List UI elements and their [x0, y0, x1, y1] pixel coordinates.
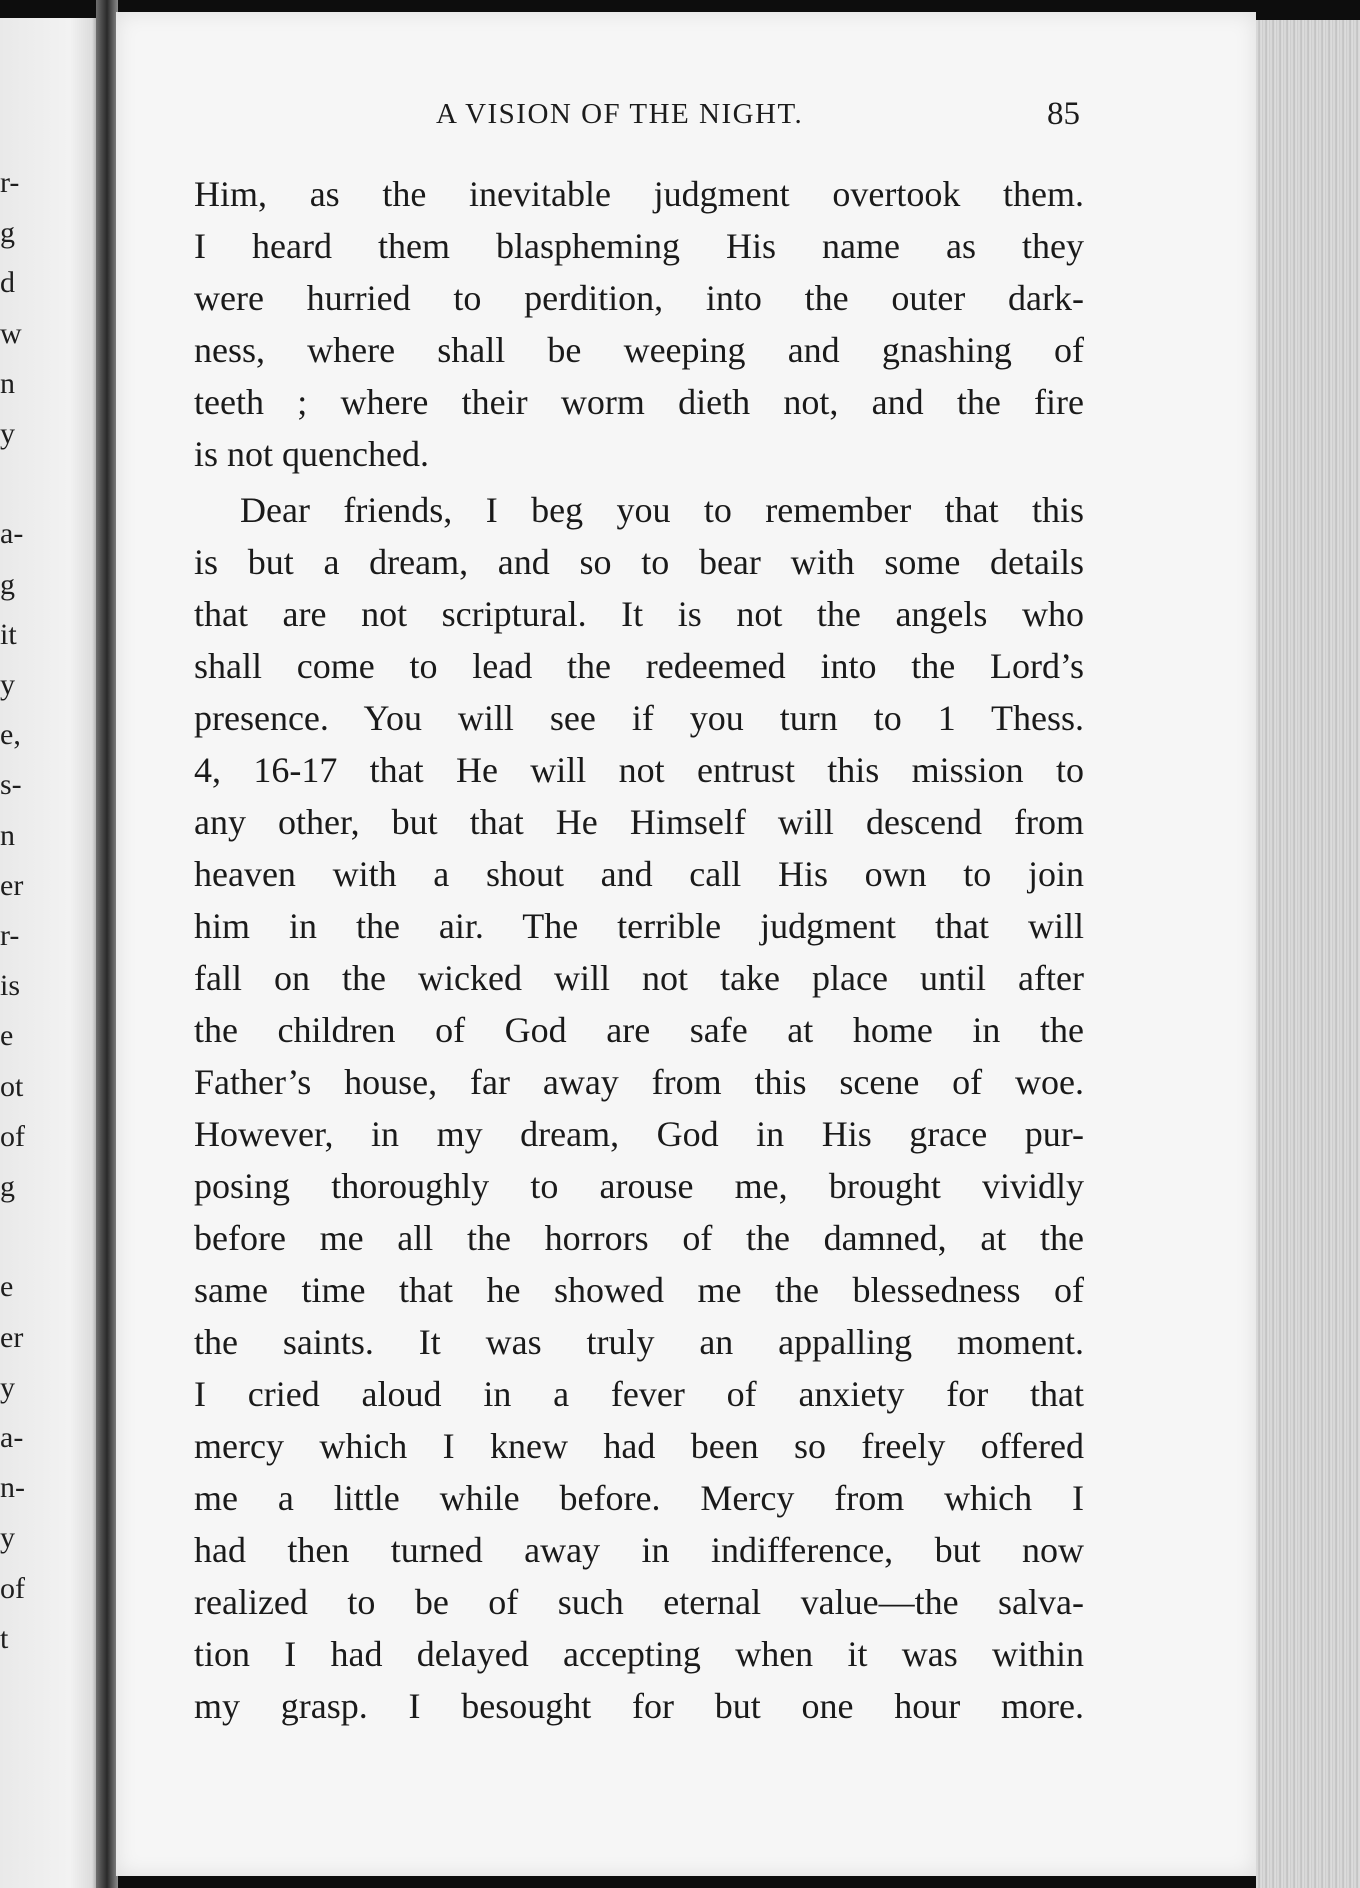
text-line: before me all the horrors of the damned, at the — [194, 1218, 1084, 1258]
left-page-fragment: it — [0, 618, 17, 651]
text-line: mercy which I knew had been so freely offered — [194, 1426, 1084, 1466]
left-page-fragment: y — [0, 1521, 15, 1554]
text-line: Father’s house, far away from this scene of woe. — [194, 1062, 1084, 1102]
left-page-fragment: g — [0, 1170, 15, 1203]
left-page-fragment: a- — [0, 517, 24, 550]
text-line: Dear friends, I beg you to remember that this — [240, 490, 1084, 530]
left-page-fragment: e — [0, 1019, 14, 1052]
text-line: that are not scriptural. It is not the angels who — [194, 594, 1084, 634]
left-page-fragment: ot — [0, 1070, 24, 1103]
text-line: I heard them blaspheming His name as they — [194, 226, 1084, 266]
text-line: ness, where shall be weeping and gnashing of — [194, 330, 1084, 370]
left-page-fragment: y — [0, 417, 15, 450]
text-line: fall on the wicked will not take place until after — [194, 958, 1084, 998]
page-header — [300, 96, 1080, 136]
text-line: had then turned away in indifference, but now — [194, 1530, 1084, 1570]
paragraph-2 — [194, 484, 1084, 1732]
left-page-fragment: g — [0, 216, 15, 249]
left-page-fragment: e, — [0, 718, 21, 751]
left-page-fragment: r- — [0, 166, 20, 199]
text-line: were hurried to perdition, into the outer dark- — [194, 278, 1084, 318]
page-number: 85 — [1047, 96, 1080, 132]
left-page-fragment: of — [0, 1572, 25, 1605]
text-line: same time that he showed me the blessedness of — [194, 1270, 1084, 1310]
left-page-fragment: y — [0, 668, 15, 701]
text-line: posing thoroughly to arouse me, brought vividly — [194, 1166, 1084, 1206]
left-page-fragment: g — [0, 568, 15, 601]
left-facing-page — [0, 18, 100, 1888]
left-page-fragment: d — [0, 266, 15, 299]
text-line: him in the air. The terrible judgment that will — [194, 906, 1084, 946]
text-line: is but a dream, and so to bear with some details — [194, 542, 1084, 582]
left-page-fragment: a- — [0, 1421, 24, 1454]
text-line: However, in my dream, God in His grace pur- — [194, 1114, 1084, 1154]
text-line: heaven with a shout and call His own to join — [194, 854, 1084, 894]
text-line: any other, but that He Himself will descend from — [194, 802, 1084, 842]
text-line: the saints. It was truly an appalling moment. — [194, 1322, 1084, 1362]
text-line: shall come to lead the redeemed into the Lord’s — [194, 646, 1084, 686]
left-page-fragment: y — [0, 1371, 15, 1404]
text-line: the children of God are safe at home in the — [194, 1010, 1084, 1050]
left-page-fragment: r- — [0, 919, 20, 952]
text-line: tion I had delayed accepting when it was within — [194, 1634, 1084, 1674]
left-page-fragment: n — [0, 819, 15, 852]
text-line: I cried aloud in a fever of anxiety for that — [194, 1374, 1084, 1414]
left-page-fragment: n- — [0, 1471, 25, 1504]
text-line: my grasp. I besought for but one hour more. — [194, 1686, 1084, 1726]
text-line: 4, 16-17 that He will not entrust this mission to — [194, 750, 1084, 790]
left-page-fragment: w — [0, 317, 22, 350]
running-title: A VISION OF THE NIGHT. — [436, 98, 804, 130]
left-page-fragment: e — [0, 1270, 14, 1303]
page-edges — [1256, 20, 1360, 1888]
left-page-fragment: er — [0, 1321, 24, 1354]
text-line: realized to be of such eternal value—the salva- — [194, 1582, 1084, 1622]
left-page-fragment: s- — [0, 768, 22, 801]
left-page-fragment: t — [0, 1622, 9, 1655]
left-page-fragment: of — [0, 1120, 25, 1153]
text-line: me a little while before. Mercy from which I — [194, 1478, 1084, 1518]
text-line: Him, as the inevitable judgment overtook them. — [194, 174, 1084, 214]
book-gutter — [96, 0, 118, 1888]
left-page-fragment: is — [0, 969, 21, 1002]
body-text — [194, 168, 1084, 1732]
text-line: is not quenched. — [194, 434, 429, 474]
text-line: teeth ; where their worm dieth not, and the fire — [194, 382, 1084, 422]
text-line: presence. You will see if you turn to 1 Thess. — [194, 698, 1084, 738]
left-page-fragment: er — [0, 869, 24, 902]
paragraph-1 — [194, 168, 1084, 480]
left-page-fragment: n — [0, 367, 15, 400]
